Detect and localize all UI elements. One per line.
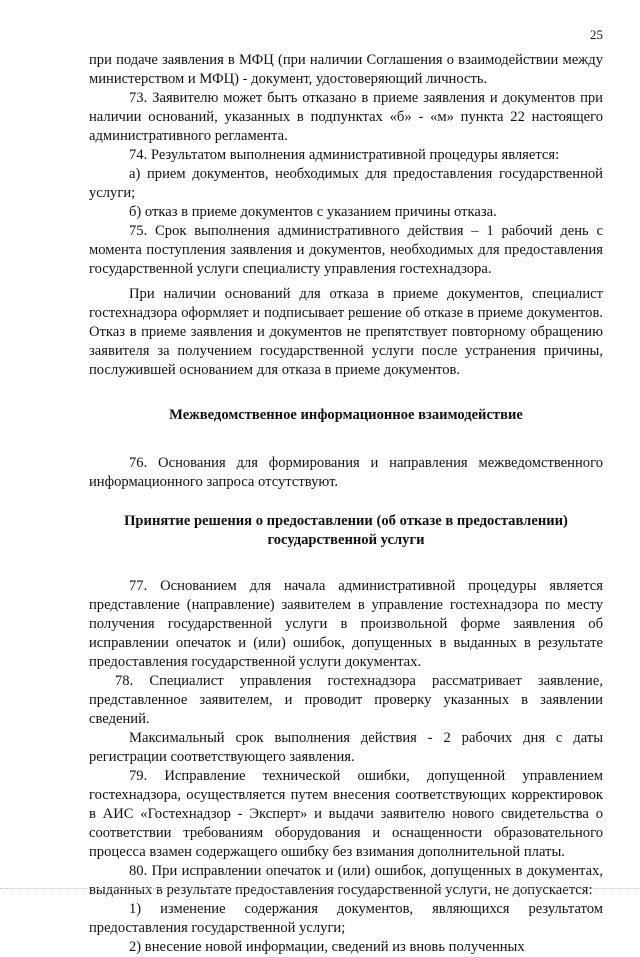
paragraph: 78. Специалист управления гостехнадзора рассматривает заявление, представленное заявителем, и проводит проверку указанных в заявлении сведений. [89, 673, 603, 727]
paragraph: 1) изменение содержания документов, являющихся результатом предоставления государственной услуги; [89, 901, 603, 936]
paragraph: б) отказ в приеме документов с указанием причины отказа. [129, 204, 497, 220]
bottom-rule [0, 888, 640, 889]
paragraph: При наличии оснований для отказа в приеме документов, специалист гостехнадзора оформляет и подписывает решение об отказе в приеме документов. Отказ в приеме заявления и документов не препятствует повторному обращению заявителя за получением государственной услуги после устранения причины, послужившей основанием для отказа в приеме документов. [89, 286, 603, 378]
paragraph: при подаче заявления в МФЦ (при наличии Соглашения о взаимодействии между министерством и МФЦ) - документ, удостоверяющий личность. [89, 52, 603, 87]
paragraph: 2) внесение новой информации, сведений из вновь полученных [129, 939, 525, 955]
paragraph: Максимальный срок выполнения действия - 2 рабочих дня с даты регистрации соответствующего заявления. [89, 730, 603, 765]
section-heading: Межведомственное информационное взаимодействие [169, 407, 523, 423]
document-body [89, 51, 603, 957]
section-heading: Принятие решения о предоставлении (об отказе в предоставлении) государственной услуги [124, 513, 568, 548]
paragraph: 73. Заявителю может быть отказано в приеме заявления и документов при наличии оснований, указанных в подпунктах «б» - «м» пункта 22 настоящего административного регламента. [89, 90, 603, 144]
paragraph: 80. При исправлении опечаток и (или) ошибок, допущенных в документах, выданных в результате предоставления государственной услуги, не допускается: [89, 863, 603, 898]
paragraph: 77. Основанием для начала административной процедуры является представление (направление) заявителем в управление гостехнадзора по месту получения государственной услуги в произвольной форме заявления об исправлении опечаток и (или) ошибок, допущенных в выданных в результате предоставления государственной услуги документах. [89, 578, 603, 670]
paragraph: 79. Исправление технической ошибки, допущенной управлением гостехнадзора, осуществляется путем внесения соответствующих корректировок в АИС «Гостехнадзор - Эксперт» и выдачи заявителю нового свидетельства о соответствии требованиям оборудования и оснащенности образовательного процесса взамен содержащего ошибку без взимания дополнительной платы. [89, 768, 603, 860]
paragraph: 76. Основания для формирования и направления межведомственного информационного запроса отсутствуют. [89, 455, 603, 490]
page-number: 25 [590, 27, 603, 42]
paragraph: 74. Результатом выполнения административной процедуры является: [129, 147, 560, 163]
paragraph: а) прием документов, необходимых для предоставления государственной услуги; [89, 166, 603, 201]
paragraph: 75. Срок выполнения административного действия – 1 рабочий день с момента поступления заявления и документов, необходимых для предоставления государственной услуги специалисту управления гостехнадзора. [89, 223, 603, 277]
